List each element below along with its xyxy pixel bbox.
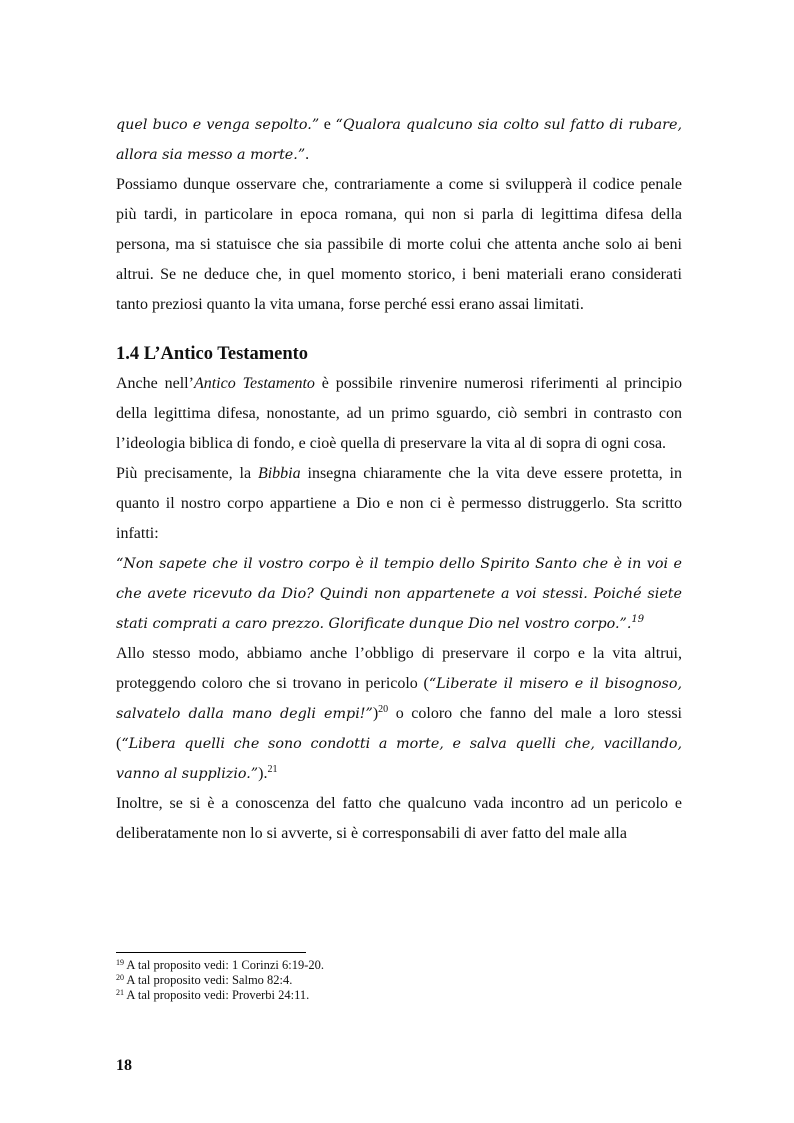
quote-sepolto: quel buco e venga sepolto.” — [116, 117, 320, 133]
quote-text: “Non sapete che il vostro corpo è il tempio dello Spirito Santo che è in voi e che avete ricevuto da Dio? Quindi non appartenete a voi stessi. Poiché siete stati comprati a caro prezzo. Glorificate dunque Dio nel vostro corpo.”. — [116, 556, 682, 632]
footnote-ref-20[interactable]: 20 — [378, 704, 389, 715]
text: è possibile rinvenire numerosi riferimenti al principio della legittima difesa, nonostante, ad un primo sguardo, ciò sembri in contrasto con l’ideologia biblica di fondo, e cioè quella di preservare la vita al di sopra di ogni cosa. — [116, 375, 683, 452]
quote-salmo: “Liberate il misero e il bisognoso, salvatelo dalla mano degli empi!” — [116, 676, 682, 722]
emph-bibbia: Bibbia — [257, 465, 301, 482]
footnotes — [116, 958, 676, 1003]
text: o coloro che fanno del male a loro stessi ( — [116, 705, 682, 752]
quote-rubare: “Qualora qualcuno sia colto sul fatto di rubare, allora sia messo a morte.” — [116, 117, 682, 163]
footnote-separator — [116, 952, 306, 953]
section-title: 1.4 L’Antico Testamento — [116, 344, 309, 364]
text: insegna chiaramente che la vita deve essere protetta, in quanto il nostro corpo appartiene a Dio e non ci è permesso distruggerlo. Sta scritto infatti: — [116, 465, 682, 542]
period: . — [305, 146, 310, 163]
paragraph-vita-altrui — [116, 639, 682, 789]
quote-corinzi — [116, 549, 682, 639]
conjunction: e — [319, 116, 336, 133]
intro-paragraph — [116, 110, 682, 170]
text: Più precisamente, la — [116, 465, 258, 482]
footnote-ref-19[interactable]: 19 — [631, 614, 645, 625]
emph-antico-testamento: Antico Testamento — [193, 375, 315, 392]
paragraph-bibbia — [116, 459, 682, 549]
footnote-19 — [116, 958, 676, 973]
paragraph-epoca-romana: Possiamo dunque osservare che, contrariamente a come si svilupperà il codice penale più tardi, in particolare in epoca romana, qui non si parla di legittima difesa della persona, ma si statuisce che sia passibile di morte colui che attenta anche solo ai beni altrui. Se ne deduce che, in quel momento storico, i beni materiali erano considerati tanto preziosi quanto la vita umana, forse perché essi erano assai limitati. — [116, 176, 682, 313]
page-body — [116, 110, 682, 849]
text: ) — [372, 705, 379, 722]
text: ). — [258, 765, 268, 782]
footnote-text: A tal proposito vedi: 1 Corinzi 6:19-20. — [124, 958, 324, 972]
footnote-number: 19 — [116, 958, 124, 967]
footnote-text: A tal proposito vedi: Proverbi 24:11. — [124, 988, 310, 1002]
text: Allo stesso modo, abbiamo anche l’obbligo di preservare il corpo e la vita altrui, proteggendo coloro che si trovano in pericolo ( — [116, 645, 682, 692]
footnote-ref-21[interactable]: 21 — [267, 764, 278, 775]
page-number: 18 — [116, 1057, 132, 1074]
footnote-text: A tal proposito vedi: Salmo 82:4. — [124, 973, 293, 987]
paragraph-antico-testamento — [116, 369, 682, 459]
footnote-20 — [116, 973, 676, 988]
footnote-number: 20 — [116, 973, 124, 982]
footnote-21 — [116, 988, 676, 1003]
paragraph-inoltre: Inoltre, se si è a conoscenza del fatto che qualcuno vada incontro ad un pericolo e deliberatamente non lo si avverte, si è corresponsabili di aver fatto del male alla — [116, 795, 682, 842]
footnote-number: 21 — [116, 988, 124, 997]
quote-proverbi: “Libera quelli che sono condotti a morte, e salva quelli che, vacillando, vanno al supplizio.” — [116, 736, 682, 782]
text: Anche nell’ — [116, 375, 194, 392]
